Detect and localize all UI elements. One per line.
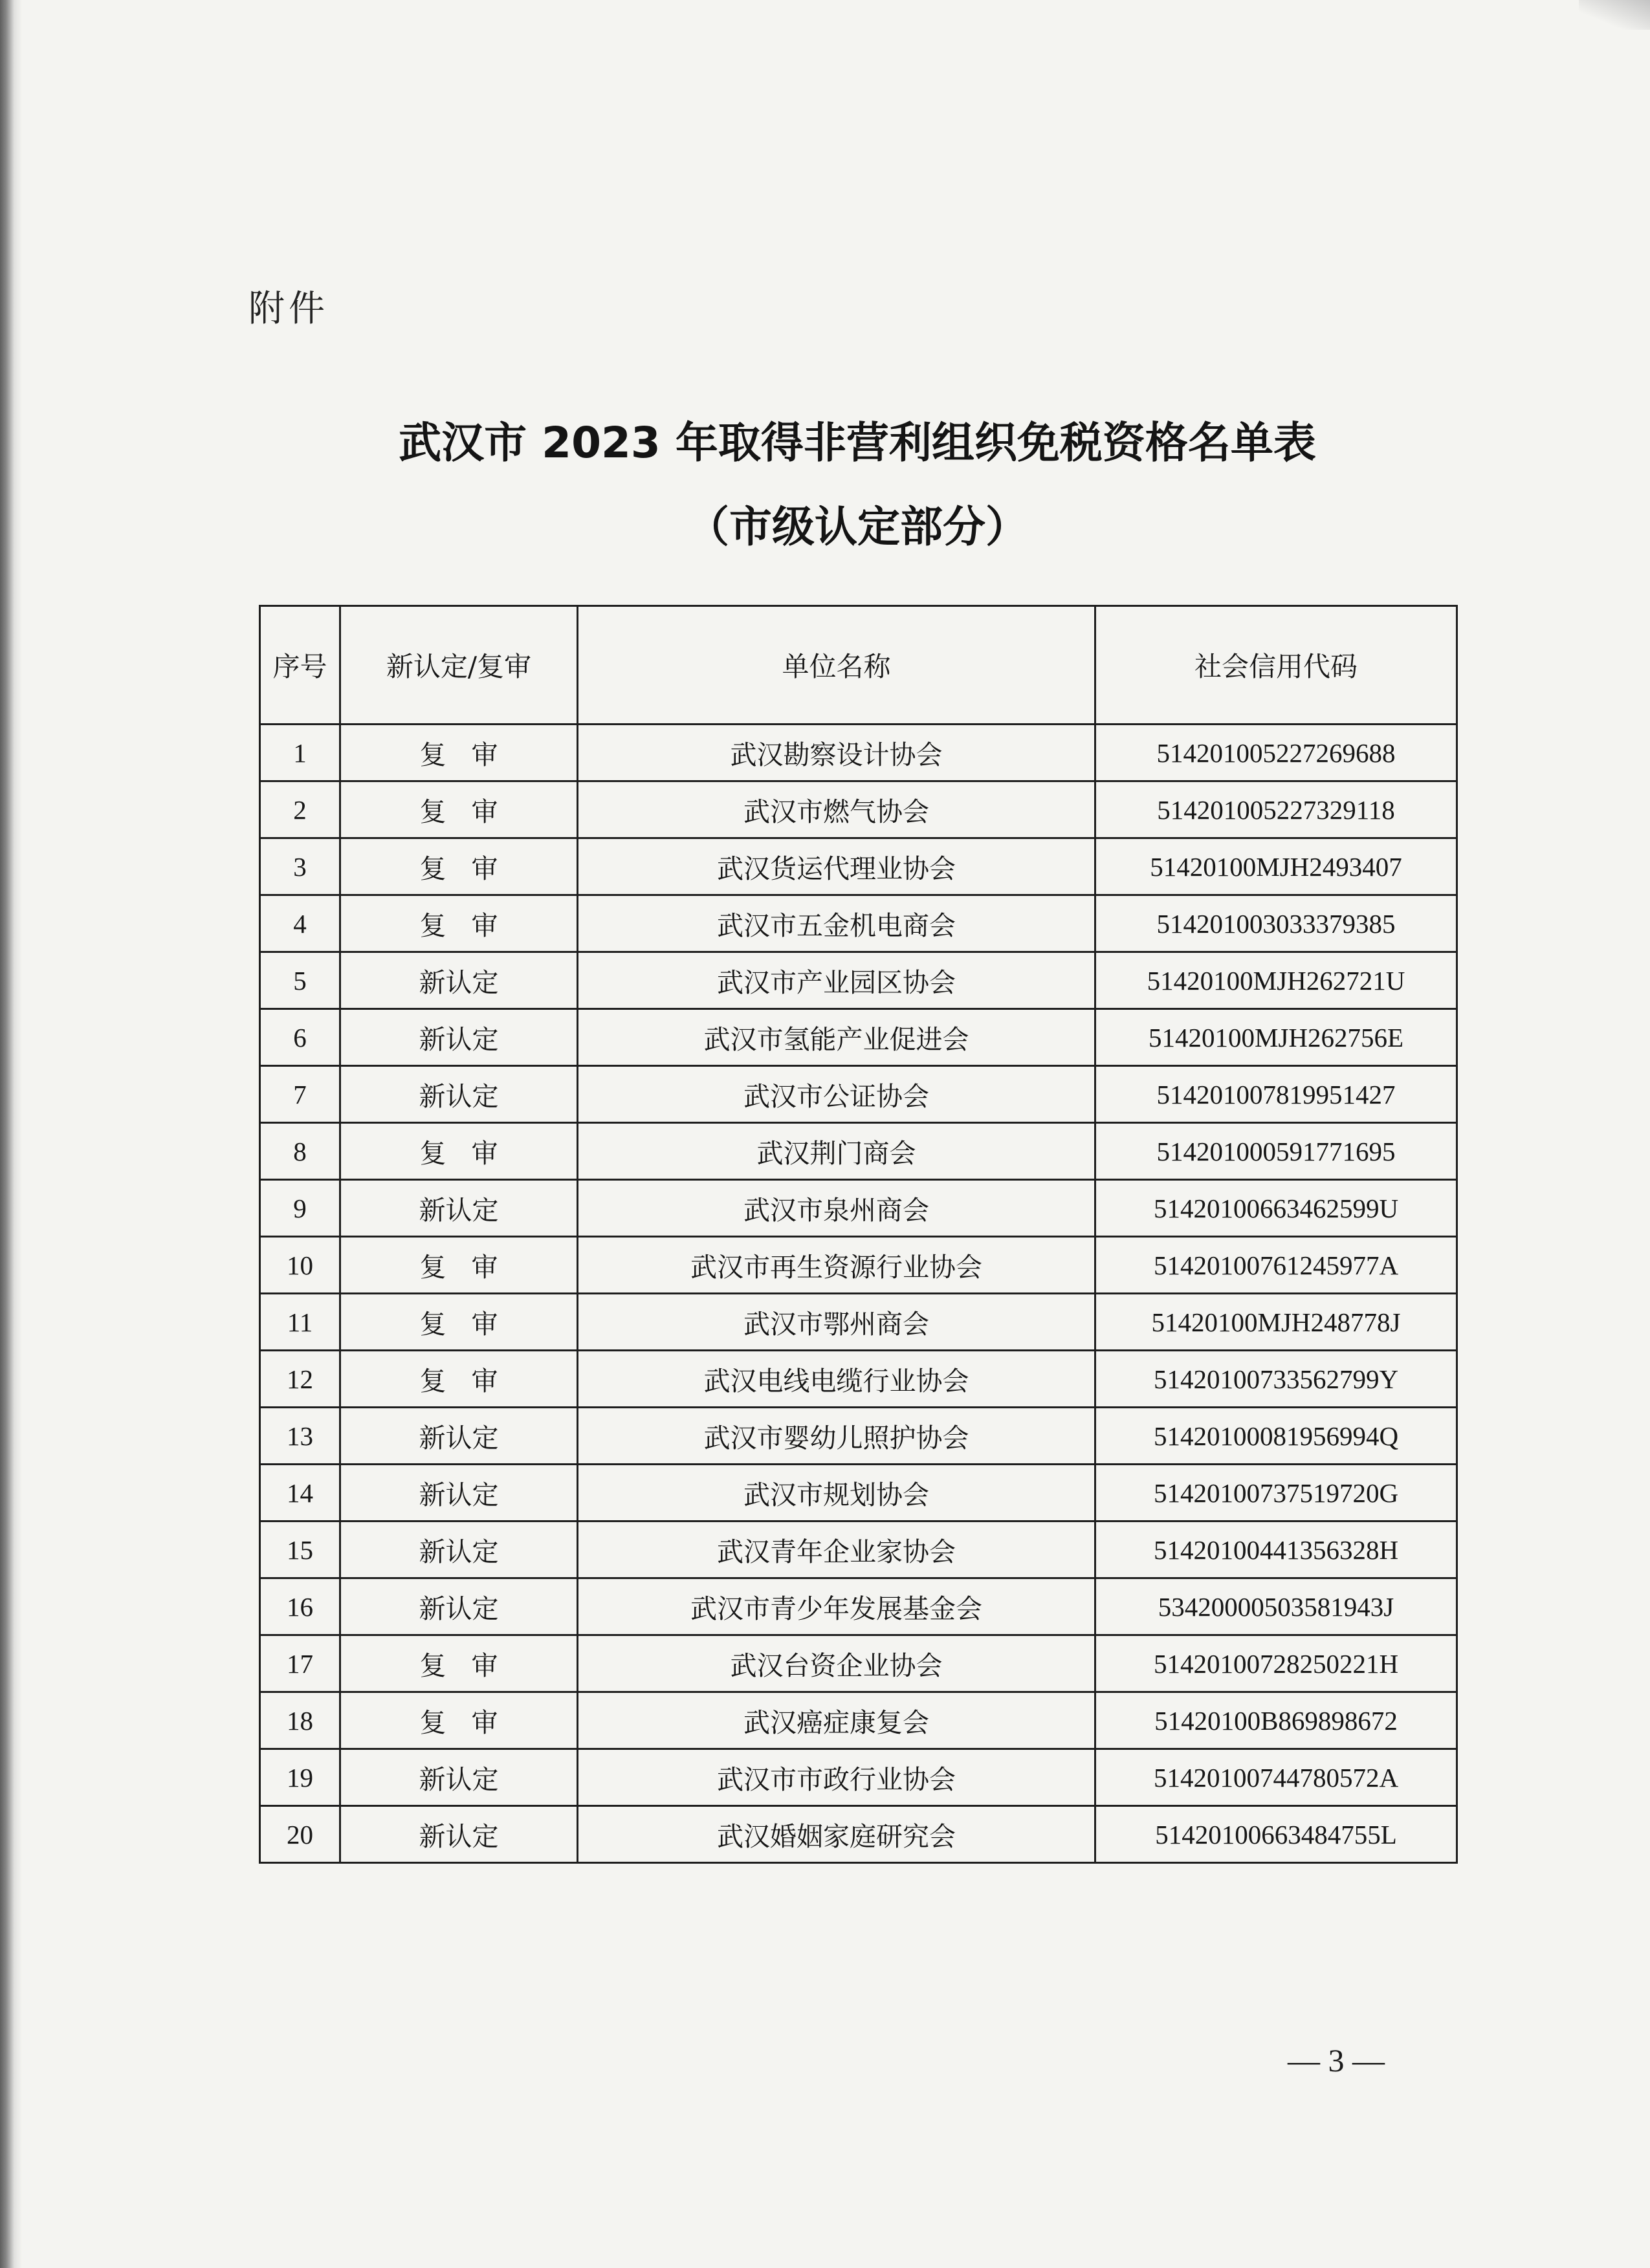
row-credit-code-cell: 53420000503581943J xyxy=(1095,1578,1457,1635)
row-index-cell: 14 xyxy=(260,1465,340,1521)
row-org-name-cell: 武汉市婴幼儿照护协会 xyxy=(578,1408,1095,1465)
row-type-cell: 新认定 xyxy=(340,952,578,1009)
row-index-cell: 12 xyxy=(260,1351,340,1408)
row-type-cell: 复 审 xyxy=(340,838,578,895)
row-index-cell: 2 xyxy=(260,781,340,838)
row-org-name-cell: 武汉市公证协会 xyxy=(578,1066,1095,1123)
row-index-cell: 4 xyxy=(260,895,340,952)
row-index-cell: 1 xyxy=(260,725,340,781)
row-org-name-cell: 武汉市鄂州商会 xyxy=(578,1294,1095,1351)
row-credit-code-cell: 51420100MJH262721U xyxy=(1095,952,1457,1009)
row-type-cell: 新认定 xyxy=(340,1408,578,1465)
row-org-name-cell: 武汉市氢能产业促进会 xyxy=(578,1009,1095,1066)
row-org-name-cell: 武汉台资企业协会 xyxy=(578,1635,1095,1692)
table-row xyxy=(260,838,1457,895)
table-row xyxy=(260,1009,1457,1066)
row-credit-code-cell: 51420100761245977A xyxy=(1095,1237,1457,1294)
row-type-cell: 复 审 xyxy=(340,1123,578,1180)
table-row xyxy=(260,1180,1457,1237)
row-credit-code-cell: 51420100B869898672 xyxy=(1095,1692,1457,1749)
row-type-cell: 新认定 xyxy=(340,1009,578,1066)
row-credit-code-cell: 514201005227269688 xyxy=(1095,725,1457,781)
row-index-cell: 11 xyxy=(260,1294,340,1351)
row-index-cell: 3 xyxy=(260,838,340,895)
table-row xyxy=(260,1521,1457,1578)
row-index-cell: 20 xyxy=(260,1806,340,1863)
row-credit-code-cell: 51420100663484755L xyxy=(1095,1806,1457,1863)
row-org-name-cell: 武汉市规划协会 xyxy=(578,1465,1095,1521)
row-index-cell: 9 xyxy=(260,1180,340,1237)
table-row xyxy=(260,1578,1457,1635)
header-credit-code: 社会信用代码 xyxy=(1095,606,1457,725)
row-org-name-cell: 武汉勘察设计协会 xyxy=(578,725,1095,781)
row-credit-code-cell: 51420100733562799Y xyxy=(1095,1351,1457,1408)
table-row xyxy=(260,1692,1457,1749)
row-type-cell: 新认定 xyxy=(340,1180,578,1237)
row-index-cell: 7 xyxy=(260,1066,340,1123)
row-credit-code-cell: 514201007819951427 xyxy=(1095,1066,1457,1123)
table-row xyxy=(260,725,1457,781)
row-credit-code-cell: 51420100MJH2493407 xyxy=(1095,838,1457,895)
table-row xyxy=(260,1806,1457,1863)
table-row xyxy=(260,1294,1457,1351)
row-credit-code-cell: 51420100MJH262756E xyxy=(1095,1009,1457,1066)
header-type: 新认定/复审 xyxy=(340,606,578,725)
scan-edge-shadow xyxy=(0,0,22,2268)
row-credit-code-cell: 51420100728250221H xyxy=(1095,1635,1457,1692)
table-row xyxy=(260,1465,1457,1521)
table-row xyxy=(260,1749,1457,1806)
row-index-cell: 5 xyxy=(260,952,340,1009)
tax-exempt-organization-table xyxy=(259,605,1458,1864)
row-index-cell: 19 xyxy=(260,1749,340,1806)
row-org-name-cell: 武汉婚姻家庭研究会 xyxy=(578,1806,1095,1863)
row-credit-code-cell: 514201005227329118 xyxy=(1095,781,1457,838)
row-type-cell: 复 审 xyxy=(340,1692,578,1749)
row-index-cell: 8 xyxy=(260,1123,340,1180)
row-index-cell: 10 xyxy=(260,1237,340,1294)
row-credit-code-cell: 51420100081956994Q xyxy=(1095,1408,1457,1465)
table-body xyxy=(260,725,1457,1863)
row-type-cell: 复 审 xyxy=(340,895,578,952)
page-title: 武汉市 2023 年取得非营利组织免税资格名单表 xyxy=(399,418,1316,468)
scan-corner-shadow xyxy=(1579,0,1650,30)
row-index-cell: 16 xyxy=(260,1578,340,1635)
row-org-name-cell: 武汉市产业园区协会 xyxy=(578,952,1095,1009)
row-type-cell: 复 审 xyxy=(340,1351,578,1408)
row-index-cell: 17 xyxy=(260,1635,340,1692)
table-row xyxy=(260,781,1457,838)
row-org-name-cell: 武汉市泉州商会 xyxy=(578,1180,1095,1237)
row-org-name-cell: 武汉青年企业家协会 xyxy=(578,1521,1095,1578)
row-type-cell: 复 审 xyxy=(340,1237,578,1294)
row-credit-code-cell: 51420100441356328H xyxy=(1095,1521,1457,1578)
row-credit-code-cell: 51420100MJH248778J xyxy=(1095,1294,1457,1351)
row-type-cell: 新认定 xyxy=(340,1806,578,1863)
row-org-name-cell: 武汉市再生资源行业协会 xyxy=(578,1237,1095,1294)
header-org-name: 单位名称 xyxy=(578,606,1095,725)
row-type-cell: 新认定 xyxy=(340,1465,578,1521)
table-row xyxy=(260,1635,1457,1692)
row-credit-code-cell: 514201000591771695 xyxy=(1095,1123,1457,1180)
header-row xyxy=(260,606,1457,725)
row-credit-code-cell: 51420100744780572A xyxy=(1095,1749,1457,1806)
attachment-label: 附件 xyxy=(248,288,329,330)
page-subtitle: （市级认定部分） xyxy=(687,502,1028,552)
row-org-name-cell: 武汉癌症康复会 xyxy=(578,1692,1095,1749)
row-index-cell: 13 xyxy=(260,1408,340,1465)
row-org-name-cell: 武汉电线电缆行业协会 xyxy=(578,1351,1095,1408)
table-row xyxy=(260,1408,1457,1465)
row-type-cell: 新认定 xyxy=(340,1749,578,1806)
row-type-cell: 复 审 xyxy=(340,1294,578,1351)
header-index: 序号 xyxy=(260,606,340,725)
row-credit-code-cell: 51420100663462599U xyxy=(1095,1180,1457,1237)
row-index-cell: 18 xyxy=(260,1692,340,1749)
table-row xyxy=(260,1351,1457,1408)
row-type-cell: 新认定 xyxy=(340,1066,578,1123)
table-row xyxy=(260,952,1457,1009)
row-type-cell: 复 审 xyxy=(340,781,578,838)
table-header xyxy=(260,606,1457,725)
row-index-cell: 15 xyxy=(260,1521,340,1578)
row-org-name-cell: 武汉市燃气协会 xyxy=(578,781,1095,838)
table-row xyxy=(260,895,1457,952)
row-org-name-cell: 武汉荆门商会 xyxy=(578,1123,1095,1180)
row-org-name-cell: 武汉市青少年发展基金会 xyxy=(578,1578,1095,1635)
row-type-cell: 新认定 xyxy=(340,1578,578,1635)
table-row xyxy=(260,1123,1457,1180)
page-number: — 3 — xyxy=(1288,2042,1385,2078)
row-type-cell: 复 审 xyxy=(340,1635,578,1692)
row-org-name-cell: 武汉市市政行业协会 xyxy=(578,1749,1095,1806)
row-credit-code-cell: 514201003033379385 xyxy=(1095,895,1457,952)
row-org-name-cell: 武汉货运代理业协会 xyxy=(578,838,1095,895)
table-row xyxy=(260,1066,1457,1123)
row-credit-code-cell: 51420100737519720G xyxy=(1095,1465,1457,1521)
row-org-name-cell: 武汉市五金机电商会 xyxy=(578,895,1095,952)
row-index-cell: 6 xyxy=(260,1009,340,1066)
row-type-cell: 复 审 xyxy=(340,725,578,781)
table-row xyxy=(260,1237,1457,1294)
row-type-cell: 新认定 xyxy=(340,1521,578,1578)
